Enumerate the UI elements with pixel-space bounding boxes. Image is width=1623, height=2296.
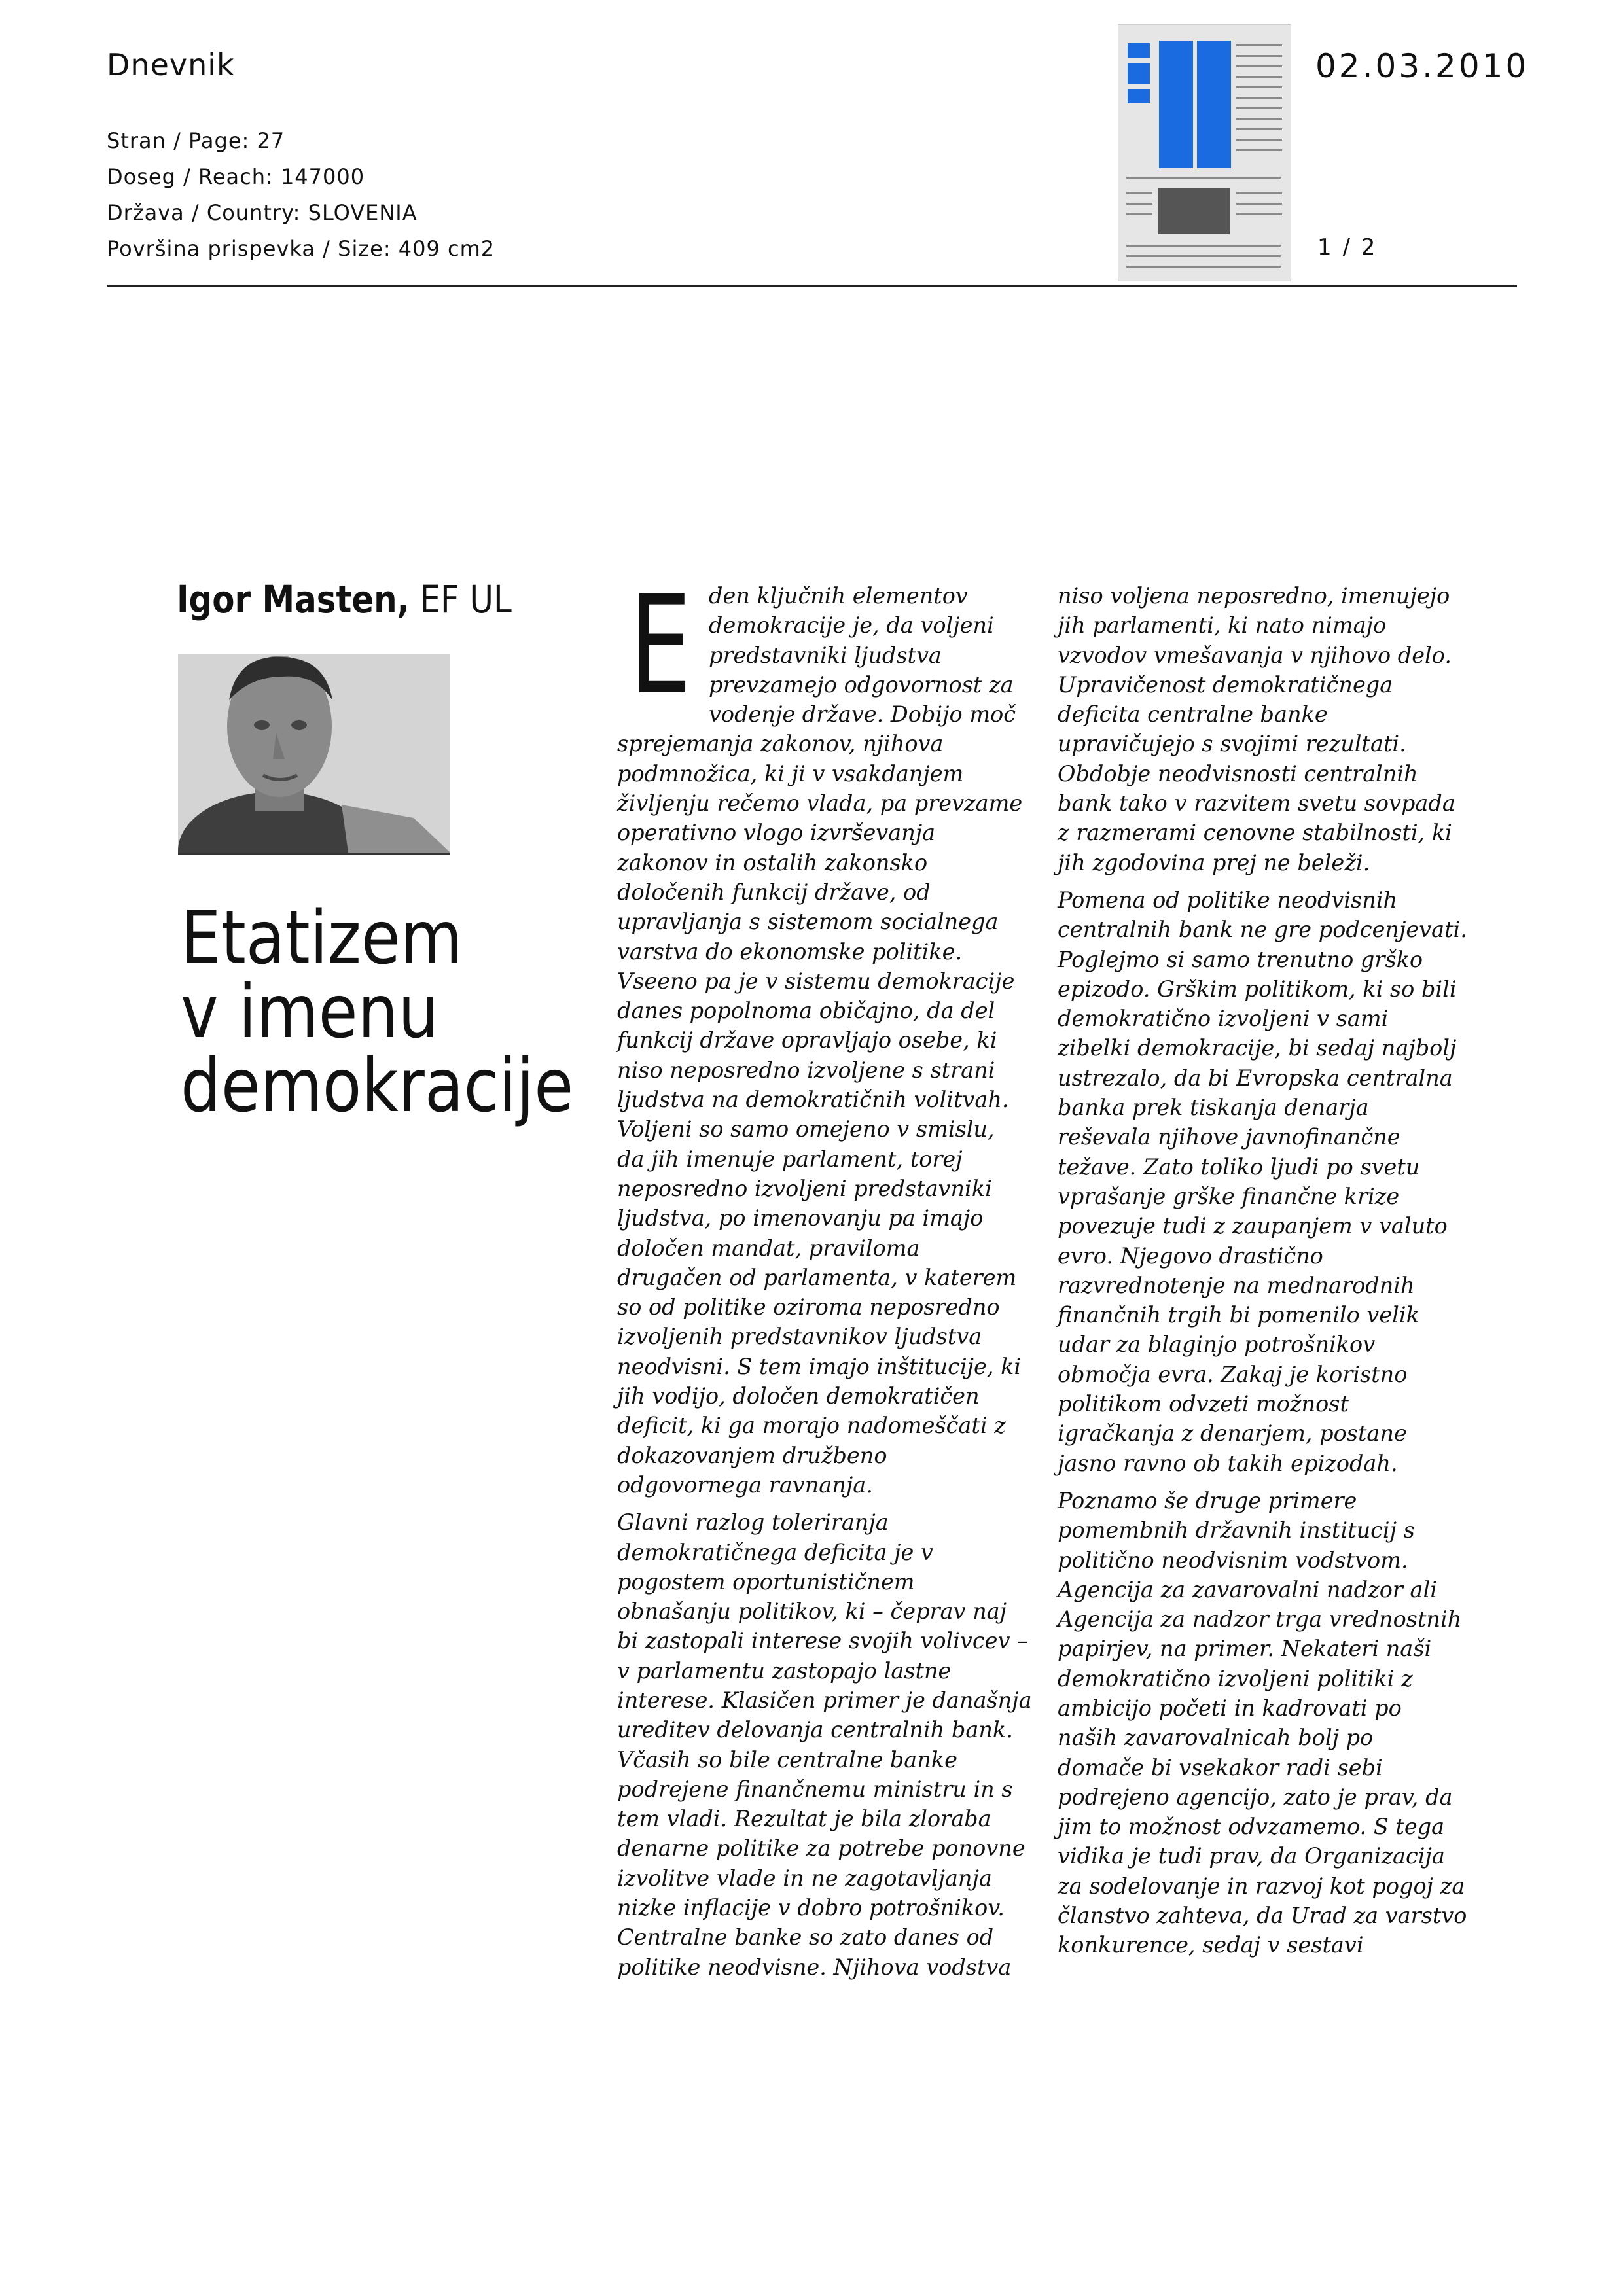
body-text-line: pogostem oportunističnem [617, 1568, 915, 1595]
body-text-line: Upravičenost demokratičnega [1058, 671, 1393, 698]
author-byline [177, 577, 512, 622]
body-text-line: niso voljena neposredno, imenujejo [1058, 583, 1450, 609]
body-text-line: tem vladi. Rezultat je bila zloraba [617, 1806, 991, 1832]
body-text-line: obnašanju politikov, ki – čeprav naj [617, 1598, 1007, 1625]
body-text-line: Centralne banke so zato danes od [617, 1924, 994, 1951]
body-text-line: demokracije je, da voljeni [709, 612, 994, 639]
body-text-line: so od politike oziroma neposredno [617, 1294, 1000, 1320]
body-text-line: den ključnih elementov [709, 583, 968, 609]
body-text-line: Vseeno pa je v sistemu demokracije [617, 968, 1015, 994]
body-text-line: izvoljenih predstavnikov ljudstva [617, 1324, 982, 1350]
body-text-line: podrejeno agencijo, zato je prav, da [1058, 1784, 1453, 1810]
header-divider [107, 285, 1517, 287]
body-text-line: vprašanje grške finančne krize [1058, 1183, 1400, 1209]
body-text-line: jih vodijo, določen demokratičen [617, 1383, 980, 1409]
body-text-line: Glavni razlog toleriranja [617, 1510, 889, 1536]
body-text-line: z razmerami cenovne stabilnosti, ki [1058, 820, 1452, 846]
meta-country: Država / Country: SLOVENIA [107, 200, 418, 225]
body-text-line: naših zavarovalnicah bolj po [1058, 1725, 1374, 1751]
body-text-line: jih zgodovina prej ne beleži. [1058, 849, 1370, 875]
body-text-line: deficita centralne banke [1058, 701, 1328, 728]
body-text-line: operativno vlogo izvrševanja [617, 820, 936, 846]
body-text-line: za sodelovanje in razvoj kot pogoj za [1058, 1873, 1465, 1899]
body-text-line: težave. Zato toliko ljudi po svetu [1058, 1154, 1420, 1180]
body-text-line: pomembnih državnih institucij s [1058, 1517, 1415, 1544]
body-text-line: varstva do ekonomske politike. [617, 938, 963, 964]
body-text-line: Agencija za nadzor trga vrednostnih [1058, 1606, 1462, 1633]
body-text-line: interese. Klasičen primer je današnja [617, 1687, 1032, 1713]
body-text-line: upravljanja s sistemom socialnega [617, 909, 999, 935]
body-text-line: prevzamejo odgovornost za [709, 671, 1014, 698]
body-text-line: bi zastopali interese svojih volivcev – [617, 1628, 1028, 1654]
body-text-line: vidika je tudi prav, da Organizacija [1058, 1843, 1445, 1869]
body-text-line: banka prek tiskanja denarja [1058, 1095, 1369, 1121]
body-text-line: demokratično izvoljeni v sami [1058, 1006, 1389, 1032]
body-text-line: papirjev, na primer. Nekateri naši [1058, 1636, 1432, 1662]
body-text-line: izvolitve vlade in ne zagotavljanja [617, 1865, 992, 1891]
body-text-line: dokazovanjem družbeno [617, 1442, 887, 1468]
body-text-line: bank tako v razvitem svetu sovpada [1058, 790, 1455, 817]
body-text-line: jih parlamenti, ki nato nimajo [1058, 612, 1387, 639]
body-text-line: neposredno izvoljeni predstavniki [617, 1175, 992, 1201]
body-text-line: igračkanja z denarjem, postane [1058, 1421, 1407, 1447]
body-text-line: odgovornega ravnanja. [617, 1472, 873, 1498]
body-text-line: ljudstva, po imenovanju pa imajo [617, 1205, 984, 1231]
body-text-line: Pomena od politike neodvisnih [1058, 887, 1398, 913]
body-text-line: politike neodvisne. Njihova vodstva [617, 1954, 1012, 1980]
body-text-line: jasno ravno ob takih epizodah. [1058, 1450, 1398, 1476]
body-text-line: Voljeni so samo omejeno v smislu, [617, 1116, 995, 1142]
body-text-line: demokratično izvoljeni politiki z [1058, 1665, 1413, 1691]
body-text-line: politično neodvisnim vodstvom. [1058, 1547, 1408, 1573]
author-name: Igor Masten, [177, 577, 410, 622]
body-text-line: ustrezalo, da bi Evropska centralna [1058, 1065, 1453, 1091]
body-text-line: območja evra. Zakaj je koristno [1058, 1361, 1408, 1387]
body-text-line: določenih funkcij države, od [617, 879, 931, 905]
body-text-line: finančnih trgih bi pomenilo velik [1058, 1302, 1419, 1328]
body-text-line: Poglejmo si samo trenutno grško [1058, 946, 1423, 972]
body-text-line: udar za blaginjo potrošnikov [1058, 1332, 1376, 1358]
body-text-line: epizodo. Grškim politikom, ki so bili [1058, 976, 1457, 1002]
body-text-line: ambicijo početi in kadrovati po [1058, 1695, 1402, 1721]
body-text-line: določen mandat, praviloma [617, 1235, 920, 1261]
title-line: v imenu [181, 970, 439, 1055]
title-line: demokracije [181, 1044, 574, 1129]
author-affiliation: EF UL [419, 577, 512, 622]
article-title [181, 896, 574, 1129]
publication-date: 02.03.2010 [1315, 47, 1529, 85]
body-text-line: vzvodov vmešavanja v njihovo delo. [1058, 642, 1452, 668]
body-text-line: zakonov in ostalih zakonsko [617, 849, 928, 875]
body-text-line: jim to možnost odvzamemo. S tega [1058, 1814, 1445, 1840]
body-text-line: Agencija za zavarovalni nadzor ali [1058, 1576, 1437, 1602]
body-text-line: politikom odvzeti možnost [1058, 1391, 1349, 1417]
drop-cap: E [630, 567, 692, 725]
body-text-line: deficit, ki ga morajo nadomeščati z [617, 1413, 1006, 1439]
article-column-1 [617, 567, 1032, 1982]
body-text-line: sprejemanja zakonov, njihova [617, 731, 944, 757]
page-counter: 1 / 2 [1317, 234, 1378, 260]
title-line: Etatizem [181, 896, 463, 981]
body-text-line: danes popolnoma običajno, da del [617, 998, 995, 1024]
body-text-line: reševala njihove javnofinančne [1058, 1124, 1400, 1150]
body-text-line: centralnih bank ne gre podcenjevati. [1058, 917, 1467, 943]
author-photo [178, 654, 450, 855]
body-text-line: Obdobje neodvisnosti centralnih [1058, 760, 1418, 786]
body-text-line: upravičujejo s svojimi rezultati. [1058, 731, 1406, 757]
body-text-line: članstvo zahteva, da Urad za varstvo [1058, 1903, 1467, 1929]
body-text-line: zibelki demokracije, bi sedaj najbolj [1058, 1035, 1457, 1061]
body-text-line: povezuje tudi z zaupanjem v valuto [1058, 1213, 1448, 1239]
body-text-line: predstavniki ljudstva [709, 642, 942, 668]
body-text-line: niso neposredno izvoljene s strani [617, 1057, 995, 1083]
body-text-line: življenju rečemo vlada, pa prevzame [617, 790, 1023, 817]
body-text-line: funkcij države opravljajo osebe, ki [617, 1027, 997, 1053]
body-text-line: da jih imenuje parlament, torej [617, 1146, 963, 1172]
meta-page: Stran / Page: 27 [107, 128, 285, 153]
meta-size: Površina prispevka / Size: 409 cm2 [107, 236, 495, 261]
body-text-line: ureditev delovanja centralnih bank. [617, 1717, 1013, 1743]
body-text-line: podmnožica, ki ji v vsakdanjem [617, 760, 964, 786]
body-text-line: vodenje države. Dobijo moč [709, 701, 1016, 728]
body-text-line: neodvisni. S tem imajo inštitucije, ki [617, 1353, 1022, 1379]
body-text-line: podrejene finančnemu ministru in s [617, 1776, 1013, 1802]
body-text-line: evro. Njegovo drastično [1058, 1243, 1323, 1269]
body-text-line: domače bi vsekakor radi sebi [1058, 1754, 1383, 1780]
body-text-line: denarne politike za potrebe ponovne [617, 1835, 1026, 1862]
body-text-line: Poznamo še druge primere [1058, 1487, 1357, 1513]
meta-reach: Doseg / Reach: 147000 [107, 164, 365, 189]
body-text-line: v parlamentu zastopajo lastne [617, 1657, 952, 1684]
body-text-line: nizke inflacije v dobro potrošnikov. [617, 1895, 1005, 1921]
body-text-line: ljudstva na demokratičnih volitvah. [617, 1087, 1009, 1113]
body-text-line: drugačen od parlamenta, v katerem [617, 1264, 1017, 1290]
body-text-line: razvrednotenje na mednarodnih [1058, 1272, 1415, 1298]
article-column-2 [1058, 581, 1483, 1960]
body-text-line: demokratičnega deficita je v [617, 1539, 933, 1565]
page-thumbnail [1118, 24, 1291, 281]
publication-name: Dnevnik [107, 47, 235, 82]
body-text-line: Včasih so bile centralne banke [617, 1746, 957, 1773]
body-text-line: konkurence, sedaj v sestavi [1058, 1932, 1364, 1958]
